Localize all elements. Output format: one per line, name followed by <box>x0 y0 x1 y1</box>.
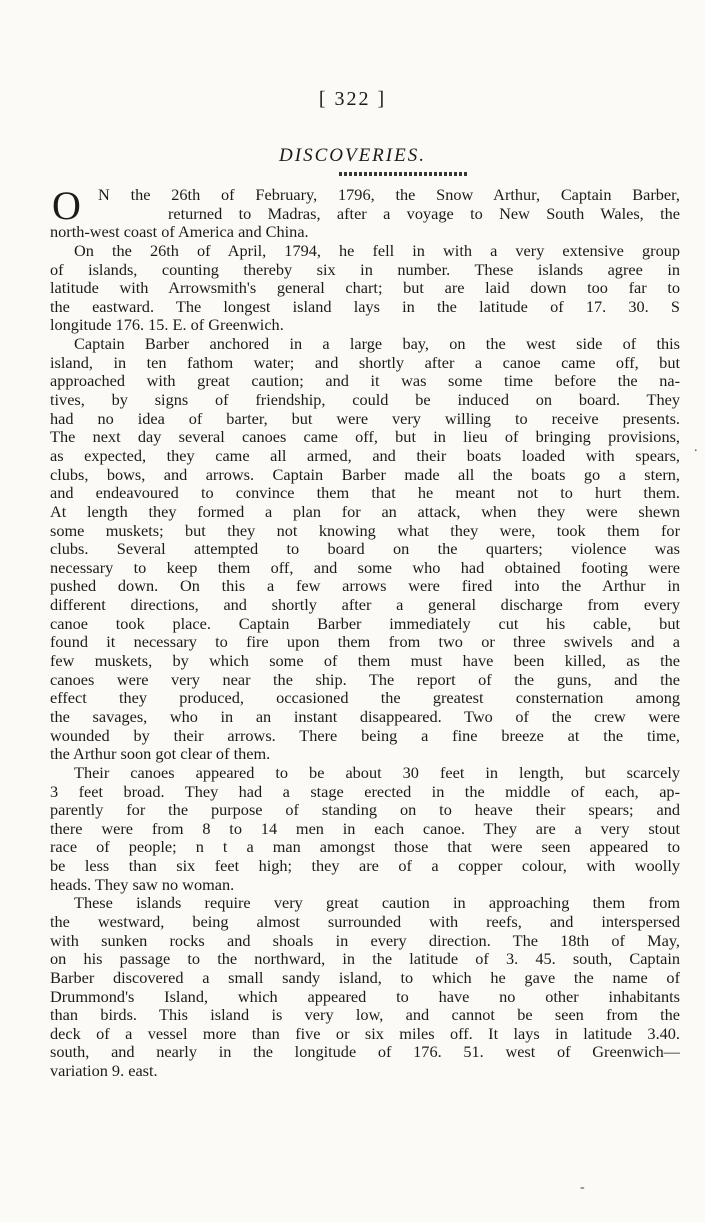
text-line: clubs. Several attempted to board on the quarters; violence was <box>50 540 680 559</box>
text-line: clubs, bows, and arrows. Captain Barber made all the boats go a stern, <box>50 465 680 484</box>
text-line: than birds. This island is very low, and cannot be seen from the <box>50 1006 680 1025</box>
text-line: tives, by signs of friendship, could be induced on board. They <box>50 391 680 410</box>
text-line: as expected, they came all armed, and their boats loaded with spears, <box>50 446 680 465</box>
text-line: north-west coast of America and China. <box>50 223 309 242</box>
text-line: The next day several canoes came off, but in lieu of bringing provisions, <box>50 428 680 447</box>
text-line: On the 26th of April, 1794, he fell in with a very extensive group <box>74 241 680 260</box>
text-line: on his passage to the northward, in the latitude of 3. 45. south, Captain <box>50 950 680 969</box>
text-line: returned to Madras, after a voyage to New South Wales, the <box>168 204 680 223</box>
text-line: island, in ten fathom water; and shortly after a canoe came off, but <box>50 353 680 372</box>
text-line: the savages, who in an instant disappeared. Two of the crew were <box>50 707 680 726</box>
text-line: N the 26th of February, 1796, the Snow Arthur, Captain Barber, <box>98 186 680 204</box>
margin-mark: - <box>580 1180 585 1195</box>
text-line: of islands, counting thereby six in number. These islands agree in <box>50 260 680 279</box>
text-line: with sunken rocks and shoals in every direction. The 18th of May, <box>50 931 680 950</box>
text-line: At length they formed a plan for an attack, when they were shewn <box>50 502 680 521</box>
text-line: Drummond's Island, which appeared to have no other inhabitants <box>50 987 680 1006</box>
section-title: DISCOVERIES. <box>279 145 426 166</box>
text-line: variation 9. east. <box>50 1062 158 1081</box>
text-line: necessary to keep them off, and some who had obtained footing were <box>50 558 680 577</box>
text-line: pushed down. On this a few arrows were fired into the Arthur in <box>50 577 680 596</box>
text-line: 3 feet broad. They had a stage erected in the middle of each, ap- <box>50 782 680 801</box>
margin-mark: . <box>694 440 698 455</box>
text-line: canoes were very near the ship. The report of the guns, and the <box>50 670 680 689</box>
text-line: Captain Barber anchored in a large bay, on the west side of this <box>74 335 680 354</box>
text-line: deck of a vessel more than five or six miles off. It lays in latitude 3.40. <box>50 1024 680 1043</box>
text-line: had no idea of barter, but were very willing to receive presents. <box>50 409 680 428</box>
text-line: approached with great caution; and it was some time before the na- <box>50 372 680 391</box>
text-line: and endeavoured to convince them that he meant not to hurt them. <box>50 484 680 503</box>
text-line: latitude with Arrowsmith's general chart; but are laid down too far to <box>50 279 680 298</box>
text-line: canoe took place. Captain Barber immediately cut his cable, but <box>50 614 680 633</box>
text-line: there were from 8 to 14 men in each canoe. They are a very stout <box>50 819 680 838</box>
text-line: Their canoes appeared to be about 30 feet in length, but scarcely <box>74 763 680 782</box>
text-line: longitude 176. 15. E. of Greenwich. <box>50 316 284 335</box>
drop-cap: O <box>52 183 81 228</box>
text-line: be less than six feet high; they are of a copper colour, with woolly <box>50 857 680 876</box>
text-line: effect they produced, occasioned the greatest consternation among <box>50 689 680 708</box>
text-line: wounded by their arrows. There being a fine breeze at the time, <box>50 726 680 745</box>
page-number: [ 322 ] <box>318 88 387 110</box>
title-ornament-rule <box>339 172 469 176</box>
text-line: Barber discovered a small sandy island, to which he gave the name of <box>50 968 680 987</box>
text-line: different directions, and shortly after a general discharge from every <box>50 596 680 615</box>
text-line: few muskets, by which some of them must have been killed, as the <box>50 652 680 671</box>
text-line: the Arthur soon got clear of them. <box>50 745 271 764</box>
text-line: some muskets; but they not knowing what they were, took them for <box>50 521 680 540</box>
text-line: the westward, being almost surrounded with reefs, and interspersed <box>50 912 680 931</box>
text-line: the eastward. The longest island lays in the latitude of 17. 30. S <box>50 297 680 316</box>
text-line: found it necessary to fire upon them from two or three swivels and a <box>50 633 680 652</box>
text-line: south, and nearly in the longitude of 176. 51. west of Greenwich— <box>50 1043 680 1062</box>
text-line: These islands require very great caution in approaching them from <box>74 894 680 913</box>
text-line: heads. They saw no woman. <box>50 875 235 894</box>
text-line: parently for the purpose of standing on to heave their spears; and <box>50 801 680 820</box>
text-line: race of people; n t a man amongst those that were seen appeared to <box>50 838 680 857</box>
body-text <box>50 186 680 1081</box>
